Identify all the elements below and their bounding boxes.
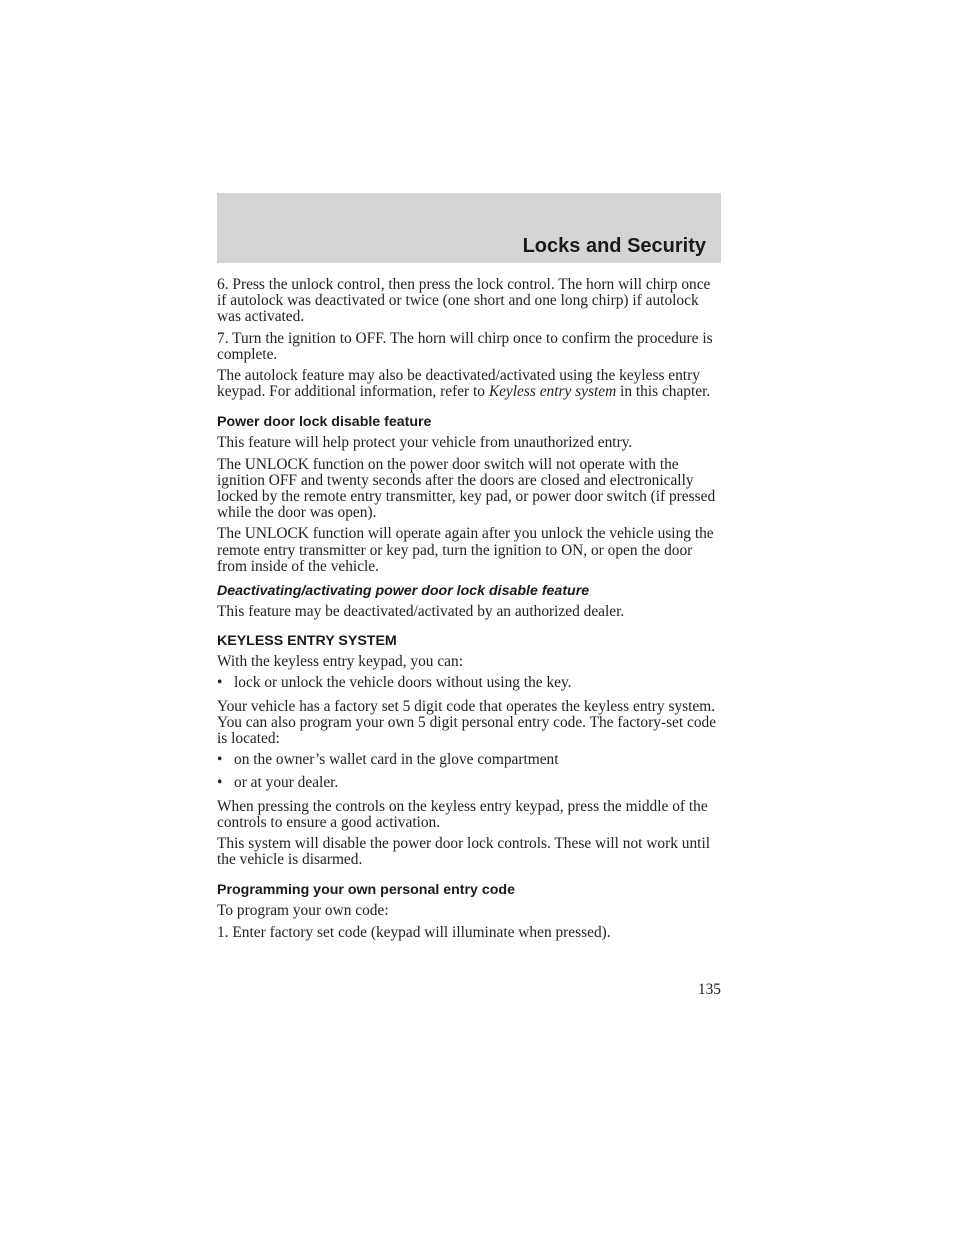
section-header-band	[217, 193, 721, 263]
page-body	[217, 277, 722, 946]
list-item-text: on the owner’s wallet card in the glove compartment	[234, 751, 559, 769]
list-item-text: or at your dealer.	[234, 774, 339, 792]
bullet-glyph: •	[217, 751, 223, 769]
paragraph-program-intro: To program your own code:	[217, 902, 389, 920]
section-title: Locks and Security	[522, 235, 706, 257]
heading-power-door-lock-disable: Power door lock disable feature	[217, 414, 432, 431]
paragraph-step-1: 1. Enter factory set code (keypad will illuminate when pressed).	[217, 923, 611, 941]
heading-keyless-entry-system: KEYLESS ENTRY SYSTEM	[217, 633, 397, 650]
paragraph-disable-controls: This system will disable the power door lock controls. These will not work until the vehicle is disarmed.	[217, 835, 711, 869]
page-number: 135	[697, 981, 721, 998]
heading-deactivating-activating: Deactivating/activating power door lock disable feature	[217, 583, 590, 600]
list-item	[217, 775, 722, 791]
list-item	[217, 752, 722, 768]
paragraph-unlock-operate-again: The UNLOCK function will operate again after you unlock the vehicle using the remote entry transmitter or key pad, turn the ignition to ON, or open the door from inside of the vehicle.	[217, 525, 714, 575]
heading-programming-entry-code: Programming your own personal entry code	[217, 882, 515, 899]
paragraph-factory-code: Your vehicle has a factory set 5 digit code that operates the keyless entry system. You can also program your own 5 digit personal entry code. The factory-set code is located:	[217, 697, 717, 748]
paragraph-autolock-keypad	[217, 368, 722, 400]
bullet-glyph: •	[217, 774, 223, 792]
paragraph-step-6: 6. Press the unlock control, then press the lock control. The horn will chirp once if autolock was deactivated or twice (one short and one long chirp) if autolock was activated.	[217, 276, 711, 326]
paragraph-feature-protect: This feature will help protect your vehicle from unauthorized entry.	[217, 434, 633, 452]
paragraph-pressing-controls: When pressing the controls on the keyless entry keypad, press the middle of the controls to ensure a good activation.	[217, 797, 708, 831]
paragraph-keypad-intro: With the keyless entry keypad, you can:	[217, 653, 463, 671]
text-segment: in this chapter.	[616, 383, 711, 401]
bullet-glyph: •	[217, 674, 223, 692]
list-item	[217, 675, 722, 691]
list-item-text: lock or unlock the vehicle doors without using the key.	[234, 674, 572, 692]
paragraph-step-7: 7. Turn the ignition to OFF. The horn will chirp once to confirm the procedure is complete.	[217, 329, 713, 363]
cross-reference: Keyless entry system	[488, 383, 617, 401]
text-segment: The autolock feature may also be deactivated/activated using the keyless entry keypad. For additional information, refer to	[217, 367, 700, 401]
paragraph-authorized-dealer: This feature may be deactivated/activated by an authorized dealer.	[217, 603, 625, 621]
paragraph-unlock-not-operate: The UNLOCK function on the power door switch will not operate with the ignition OFF and twenty seconds after the doors are closed and electronically locked by the remote entry transmitter, key pad, or power door switch (if pressed while the door was open).	[217, 455, 716, 522]
